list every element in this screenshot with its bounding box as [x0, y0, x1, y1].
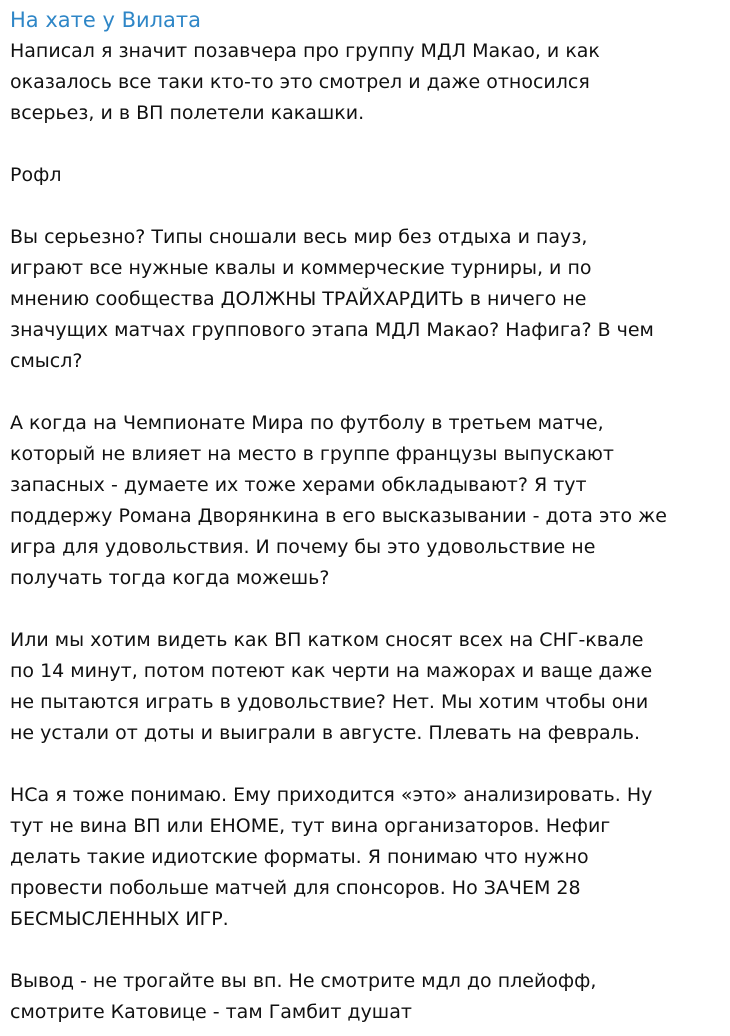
- post-text-line: А когда на Чемпионате Мира по футболу в третьем матче,: [10, 412, 604, 434]
- post-paragraph-4: [10, 408, 720, 594]
- post-text-line: делать такие идиотские форматы. Я понимаю что нужно: [10, 846, 589, 868]
- post-text-line: поддержу Романа Дворянкина в его высказывании - дота это же: [10, 505, 667, 527]
- post-paragraph-3: [10, 222, 720, 377]
- post-text-line: получать тогда когда можешь?: [10, 567, 330, 589]
- paragraph-gap: [10, 594, 720, 625]
- post-text-line: играют все нужные квалы и коммерческие турниры, и по: [10, 257, 592, 279]
- post-text-line: оказалось все таки кто-то это смотрел и даже относился: [10, 71, 590, 93]
- paragraph-gap: [10, 935, 720, 966]
- post-paragraph-1: [10, 36, 720, 129]
- post-text-line: Вывод - не трогайте вы вп. Не смотрите мдл до плейофф,: [10, 970, 597, 992]
- post-text-line: по 14 минут, потом потеют как черти на мажорах и ваще даже: [10, 660, 653, 682]
- channel-title[interactable]: На хате у Вилата: [10, 8, 202, 32]
- post-text-line: БЕСМЫСЛЕННЫХ ИГР.: [10, 908, 229, 930]
- post-paragraph-5: [10, 625, 720, 749]
- post-text-line: смотрите Катовице - там Гамбит душат: [10, 1001, 412, 1023]
- paragraph-gap: [10, 377, 720, 408]
- post-text-line: смысл?: [10, 350, 83, 372]
- post-text-line: провести побольше матчей для спонсоров. Но ЗАЧЕМ 28: [10, 877, 581, 899]
- post-text-line: Рофл: [10, 164, 62, 186]
- post-text-line: Написал я значит позавчера про группу МДЛ Макао, и как: [10, 40, 600, 62]
- post-text-line: не устали от доты и выиграли в августе. Плевать на февраль.: [10, 722, 641, 744]
- post-text-line: НСа я тоже понимаю. Ему приходится «это» анализировать. Ну: [10, 784, 653, 806]
- post-text-line: игра для удовольствия. И почему бы это удовольствие не: [10, 536, 596, 558]
- post-text-line: Или мы хотим видеть как ВП катком сносят всех на СНГ-квале: [10, 629, 644, 651]
- post-paragraph-6: [10, 780, 720, 935]
- post-text-line: запасных - думаете их тоже херами обкладывают? Я тут: [10, 474, 587, 496]
- post-paragraph-7: [10, 966, 720, 1028]
- paragraph-gap: [10, 129, 720, 160]
- post-text-line: мнению сообщества ДОЛЖНЫ ТРАЙХАРДИТЬ в ничего не: [10, 288, 587, 310]
- paragraph-gap: [10, 191, 720, 222]
- post-text-line: всерьез, и в ВП полетели какашки.: [10, 102, 365, 124]
- post-text-line: тут не вина ВП или EHOME, тут вина организаторов. Нефиг: [10, 815, 611, 837]
- post-text-line: не пытаются играть в удовольствие? Нет. Мы хотим чтобы они: [10, 691, 649, 713]
- post-text-line: Вы серьезно? Типы сношали весь мир без отдыха и пауз,: [10, 226, 588, 248]
- post-paragraph-2: [10, 160, 720, 191]
- paragraph-gap: [10, 749, 720, 780]
- post-text-line: который не влияет на место в группе французы выпускают: [10, 443, 614, 465]
- post-text-line: значущих матчах группового этапа МДЛ Макао? Нафига? В чем: [10, 319, 654, 341]
